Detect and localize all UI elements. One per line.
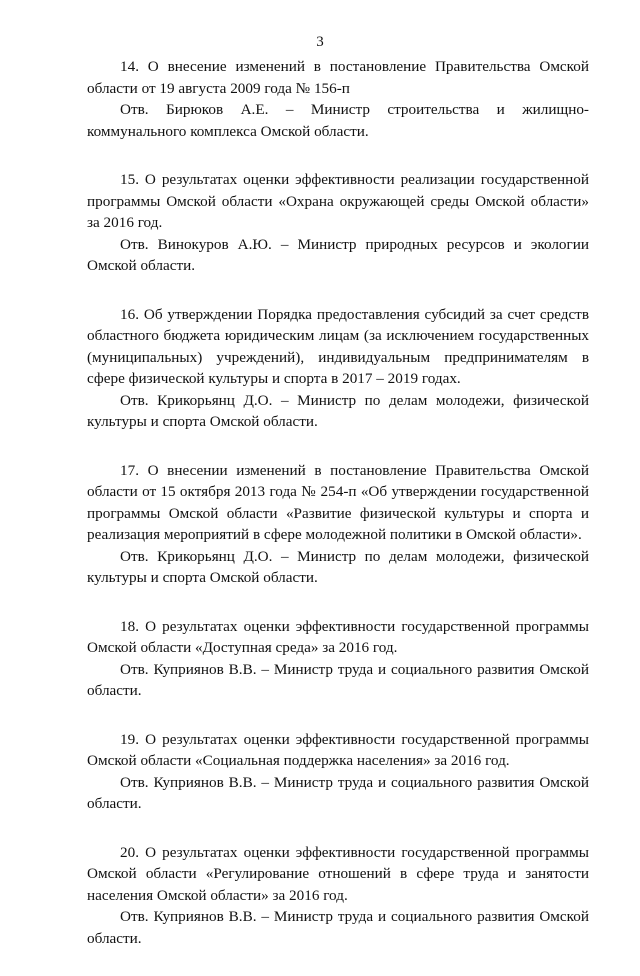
agenda-item-responsible: Отв. Крикорьянц Д.О. – Министр по делам молодежи, физической культуры и спорта Омской области. xyxy=(87,391,589,430)
agenda-item-responsible: Отв. Куприянов В.В. – Министр труда и социального развития Омской области. xyxy=(87,908,589,947)
agenda-item-title: 14. О внесение изменений в постановление Правительства Омской области от 19 августа 2009 года № 156-п xyxy=(87,58,589,97)
page-number: 3 xyxy=(316,34,324,50)
agenda-item-14 xyxy=(87,56,589,142)
agenda-item-title: 17. О внесении изменений в постановление Правительства Омской области от 15 октября 2013 года № 254-п «Об утверждении государственной программы Омской области «Развитие физической культуры и спорта и реализация мероприятий в сфере молодежной политики в Омской области». xyxy=(87,461,589,543)
agenda-item-18 xyxy=(87,616,589,702)
agenda-list xyxy=(87,56,589,976)
agenda-item-responsible: Отв. Куприянов В.В. – Министр труда и социального развития Омской области. xyxy=(87,773,589,812)
agenda-item-17 xyxy=(87,460,589,589)
agenda-item-title: 18. О результатах оценки эффективности государственной программы Омской области «Доступная среда» за 2016 год. xyxy=(87,617,589,656)
agenda-item-20 xyxy=(87,842,589,950)
agenda-item-responsible: Отв. Куприянов В.В. – Министр труда и социального развития Омской области. xyxy=(87,660,589,699)
agenda-item-19 xyxy=(87,729,589,815)
agenda-item-title: 19. О результатах оценки эффективности государственной программы Омской области «Социальная поддержка населения» за 2016 год. xyxy=(87,730,589,769)
agenda-item-responsible: Отв. Бирюков А.Е. – Министр строительства и жилищно-коммунального комплекса Омской области. xyxy=(87,101,589,140)
agenda-item-responsible: Отв. Крикорьянц Д.О. – Министр по делам молодежи, физической культуры и спорта Омской области. xyxy=(87,547,589,586)
agenda-item-title: 16. Об утверждении Порядка предоставления субсидий за счет средств областного бюджета юридическим лицам (за исключением государственных (муниципальных) учреждений), индивидуальным предпринимателям в сфере физической культуры и спорта в 2017 – 2019 годах. xyxy=(87,305,589,387)
agenda-item-15 xyxy=(87,169,589,277)
agenda-item-title: 15. О результатах оценки эффективности реализации государственной программы Омской области «Охрана окружающей среды Омской области» за 2016 год. xyxy=(87,171,589,231)
agenda-item-16 xyxy=(87,304,589,433)
agenda-item-title: 20. О результатах оценки эффективности государственной программы Омской области «Регулирование отношений в сфере труда и занятости населения Омской области» за 2016 год. xyxy=(87,843,589,904)
agenda-item-responsible: Отв. Винокуров А.Ю. – Министр природных ресурсов и экологии Омской области. xyxy=(87,235,589,274)
